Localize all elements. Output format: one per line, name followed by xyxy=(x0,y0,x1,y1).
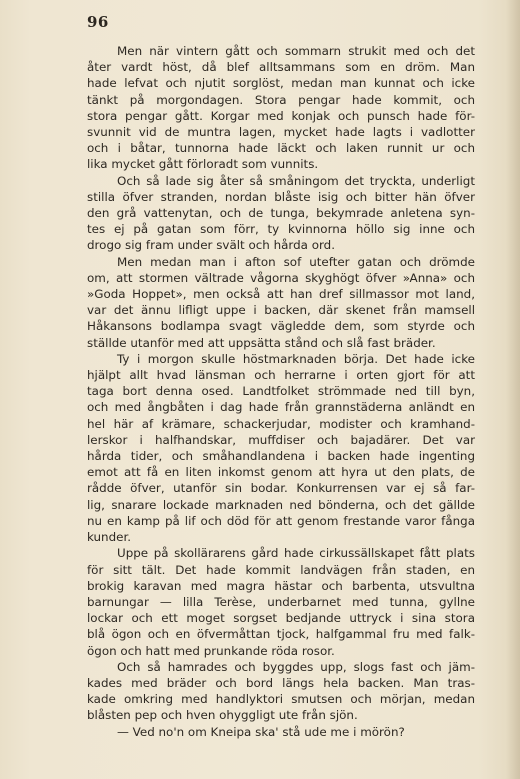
body-text xyxy=(87,43,475,740)
text-line: emot att få en liten inkomst genom att hyra ut den plats, de xyxy=(87,465,475,480)
page-edge-shadow xyxy=(506,0,520,779)
text-line: ögon och hatt med prunkande röda rosor. xyxy=(87,643,335,658)
text-line: kade omkring med handlyktori smutsen och mörjan, medan xyxy=(87,692,475,707)
text-line: rådde öfver, utanför sin bodar. Konkurrensen var ej så far- xyxy=(87,481,475,496)
text-line: hel här af krämare, schackerjudar, modister och kramhand- xyxy=(87,416,475,431)
text-line: om, att stormen vältrade vågorna skyghögt öfver »Anna» och xyxy=(87,270,475,285)
text-line: Håkansons bodlampa svagt vägledde dem, som styrde och xyxy=(87,319,475,334)
text-line: för sitt tält. Det hade kommit landvägen från staden, en xyxy=(87,562,475,577)
text-line: Men när vintern gått och sommarn strukit med och det xyxy=(117,44,475,58)
text-line: och i båtar, tunnorna hade läckt och laken runnit ur och xyxy=(87,141,475,156)
text-line: Och så lade sig åter så småningom det tryckta, underligt xyxy=(117,173,475,188)
text-line: Och så hamrades och byggdes upp, slogs fast och jäm- xyxy=(117,659,475,674)
text-line: Ty i morgon skulle höstmarknaden börja. Det hade icke xyxy=(117,351,475,366)
text-line: blå ögon och en öfvermåttan tjock, halfgammal fru med falk- xyxy=(87,627,475,642)
text-line: den grå vattenytan, och de tunga, bekymrade anletena syn- xyxy=(87,206,475,221)
text-line: drogo sig fram under svält och hårda ord. xyxy=(87,238,335,253)
text-line: lig, snarare lockade marknaden ned bönderna, och det gällde xyxy=(87,497,475,512)
text-line: »Goda Hoppet», men också att han dref sillmassor mot land, xyxy=(87,287,475,302)
text-line: Men medan man i afton sof utefter gatan och drömde xyxy=(117,254,475,269)
text-line: stora pengar gått. Korgar med konjak och punsch hade för- xyxy=(87,108,475,123)
text-line: lika mycket gått förloradt som vunnits. xyxy=(87,157,319,172)
text-line: Uppe på skollärarens gård hade cirkussällskapet fått plats xyxy=(117,546,475,561)
text-line: barnungar — lilla Terèse, underbarnet med tunna, gyllne xyxy=(87,594,475,609)
text-line: var det ännu lifligt uppe i backen, där skenet från mamsell xyxy=(87,303,475,318)
text-line: brokig karavan med magra hästar och barbenta, utsvultna xyxy=(87,578,475,593)
text-line: kunder. xyxy=(87,530,132,545)
text-line: åter vardt höst, då blef alltsammans som en dröm. Man xyxy=(87,60,475,75)
text-line: och med ångbåten i dag hade från grannstäderna anländt en xyxy=(87,400,475,415)
text-line: svunnit vid de muntra lagen, mycket hade lagts i vadlotter xyxy=(87,125,475,140)
text-line: stilla öfver stranden, nordan blåste isig och bitter hän öfver xyxy=(87,189,475,204)
text-line: — Ved no'n om Kneipa ska' stå ude me i mörön? xyxy=(117,724,405,739)
text-line: hjälpt allt hvad länsman och herrarne i orten gjort för att xyxy=(87,368,475,383)
text-line: hårda tider, och småhandlandena i backen hade ingenting xyxy=(87,449,475,464)
text-line: lockar och ett moget sorgset bedjande uttryck i sina stora xyxy=(87,611,475,626)
page-number: 96 xyxy=(87,13,109,31)
text-line: lerskor i halfhandskar, muffdiser och bajadärer. Det var xyxy=(87,432,475,447)
text-line: tänkt på morgondagen. Stora pengar hade kommit, och xyxy=(87,92,475,107)
text-line: hade lefvat och njutit sorglöst, medan man kunnat och icke xyxy=(87,76,475,91)
text-line: kades med bräder och bord längs hela backen. Man tras- xyxy=(87,675,475,690)
text-line: nu en kamp på lif och död för att genom frestande varor fånga xyxy=(87,513,475,528)
text-line: blåsten pep och hven ohyggligt ute från sjön. xyxy=(87,708,358,723)
text-line: ställde utanför med att uppsätta stånd och slå fast bräder. xyxy=(87,335,436,350)
text-line: taga bort denna osed. Landtfolket strömmade ned till byn, xyxy=(87,384,475,399)
text-line: tes ej på gatan som förr, ty kvinnorna höllo sig inne och xyxy=(87,222,475,237)
